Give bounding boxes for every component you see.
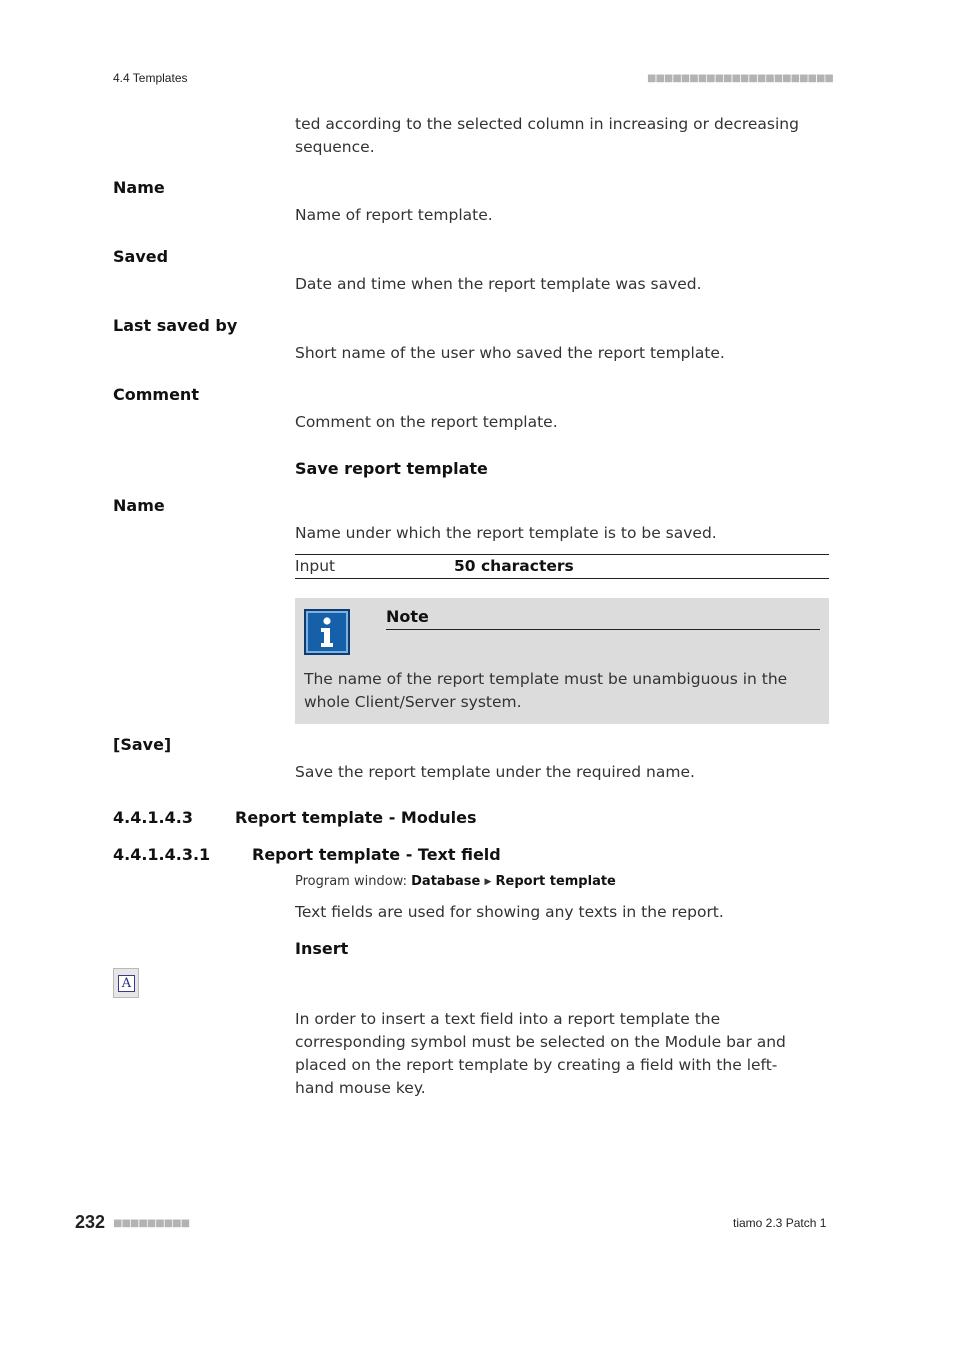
field-desc-saved: Date and time when the report template was saved. — [295, 275, 702, 293]
input-value: 50 characters — [454, 557, 574, 575]
note-box — [295, 598, 829, 724]
field-desc-name: Name of report template. — [295, 206, 493, 224]
running-header-section: 4.4 Templates — [113, 71, 188, 85]
program-window-path-database: Database — [411, 874, 481, 889]
input-spec-table — [295, 554, 829, 579]
footer-product: tiamo 2.3 Patch 1 — [733, 1216, 827, 1230]
field-term-comment: Comment — [113, 385, 199, 404]
info-icon — [304, 609, 350, 655]
field-desc-comment: Comment on the report template. — [295, 413, 558, 431]
section-title-text-field: Report template - Text field — [252, 845, 501, 864]
insert-heading: Insert — [295, 939, 349, 958]
text-field-icon-letter: A — [118, 975, 135, 992]
page-number: 232 — [75, 1212, 106, 1232]
save-button-term: [Save] — [113, 735, 172, 754]
text-field-description: Text fields are used for showing any texts in the report. — [295, 903, 724, 921]
section-title-modules: Report template - Modules — [235, 808, 477, 827]
note-divider — [386, 629, 820, 630]
input-label: Input — [295, 557, 336, 575]
footer-dots: ■■■■■■■■■ — [113, 1218, 190, 1229]
section-number-modules: 4.4.1.4.3 — [113, 808, 193, 827]
header-dots: ■■■■■■■■■■■■■■■■■■■■■■ — [647, 73, 833, 84]
field-term-saved: Saved — [113, 247, 169, 266]
note-text: The name of the report template must be unambiguous in the whole Client/Server system. — [304, 670, 788, 711]
field-term-name: Name — [113, 178, 165, 197]
program-window-prefix: Program window: — [295, 874, 407, 889]
field-desc-last-saved-by: Short name of the user who saved the report template. — [295, 344, 725, 362]
save-name-desc: Name under which the report template is to be saved. — [295, 524, 717, 542]
save-name-term: Name — [113, 496, 165, 515]
path-arrow-icon: ▶ — [484, 877, 492, 887]
intro-paragraph: ted according to the selected column in increasing or decreasing sequence. — [295, 115, 799, 156]
save-report-template-heading: Save report template — [295, 459, 488, 478]
section-number-text-field: 4.4.1.4.3.1 — [113, 845, 211, 864]
program-window-path — [295, 874, 616, 889]
insert-paragraph: In order to insert a text field into a report template the corresponding symbol must be selected on the Module bar and placed on the report template by creating a field with the left-hand mouse key. — [295, 1010, 786, 1097]
text-field-icon — [113, 968, 139, 998]
note-title: Note — [386, 607, 429, 626]
field-term-last-saved-by: Last saved by — [113, 316, 238, 335]
save-button-desc: Save the report template under the required name. — [295, 763, 695, 781]
program-window-path-report-template: Report template — [495, 874, 616, 889]
